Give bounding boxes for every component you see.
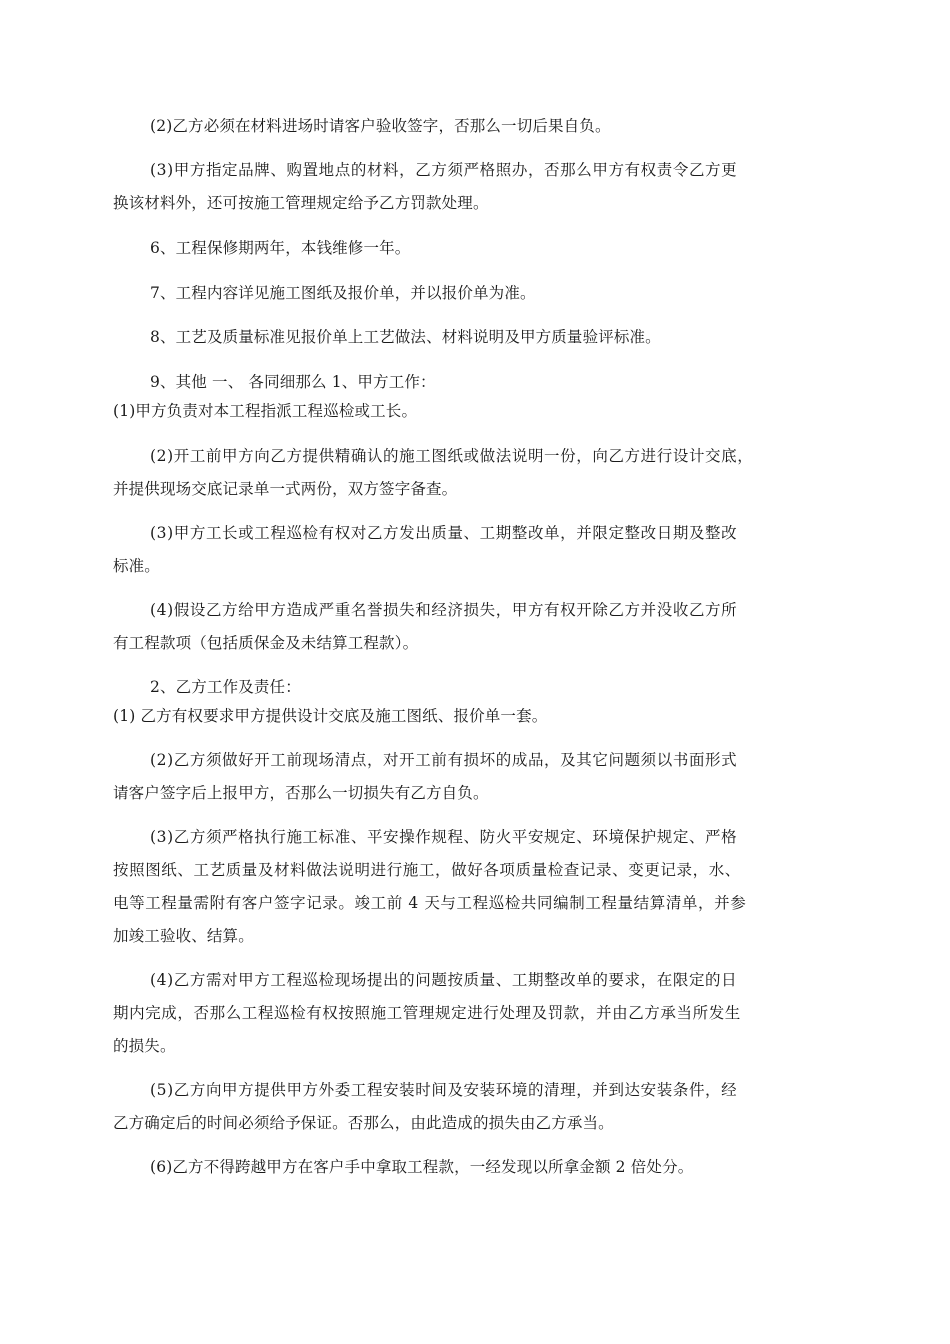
text-line: (4)假设乙方给甲方造成严重名誉损失和经济损失，甲方有权开除乙方并没收乙方所: [150, 601, 738, 619]
text-line: 2、乙方工作及责任：: [150, 678, 301, 696]
text-line: (5)乙方向甲方提供甲方外委工程安装时间及安装环境的清理，并到达安装条件，经: [150, 1081, 738, 1099]
text-line: 换该材料外，还可按施工管理规定给予乙方罚款处理。: [113, 194, 489, 212]
text-line: (3)乙方须严格执行施工标准、平安操作规程、防火平安规定、环境保护规定、严格: [150, 828, 738, 846]
text-line: 电等工程量需附有客户签字记录。竣工前 4 天与工程巡检共同编制工程量结算清单，并参: [113, 894, 747, 912]
text-line: 7、工程内容详见施工图纸及报价单，并以报价单为准。: [150, 284, 536, 302]
text-line: 请客户签字后上报甲方，否那么一切损失有乙方自负。: [113, 784, 489, 802]
text-line: (4)乙方需对甲方工程巡检现场提出的问题按质量、工期整改单的要求，在限定的日: [150, 971, 738, 989]
text-line: 的损失。: [113, 1037, 176, 1055]
text-line: (2)开工前甲方向乙方提供精确认的施工图纸或做法说明一份，向乙方进行设计交底，: [150, 447, 754, 465]
text-line: 标准。: [113, 557, 160, 575]
text-line: (6)乙方不得跨越甲方在客户手中拿取工程款，一经发现以所拿金额 2 倍处分。: [150, 1158, 694, 1176]
text-line: 乙方确定后的时间必须给予保证。否那么，由此造成的损失由乙方承当。: [113, 1114, 614, 1132]
text-line: 8、工艺及质量标准见报价单上工艺做法、材料说明及甲方质量验评标准。: [150, 328, 661, 346]
text-line: 按照图纸、工艺质量及材料做法说明进行施工，做好各项质量检查记录、变更记录，水、: [113, 861, 741, 879]
text-line: 有工程款项（包括质保金及未结算工程款）。: [113, 634, 419, 652]
text-line: (3)甲方工长或工程巡检有权对乙方发出质量、工期整改单，并限定整改日期及整改: [150, 524, 738, 542]
text-line: 期内完成，否那么工程巡检有权按照施工管理规定进行处理及罚款，并由乙方承当所发生: [113, 1004, 741, 1022]
text-line: (3)甲方指定品牌、购置地点的材料，乙方须严格照办，否那么甲方有权责令乙方更: [150, 161, 738, 179]
text-line: (1)甲方负责对本工程指派工程巡检或工长。: [113, 402, 418, 420]
text-line: 9、其他 一、 各同细那么 1、甲方工作：: [150, 373, 436, 391]
text-line: (2)乙方须做好开工前现场清点，对开工前有损坏的成品，及其它问题须以书面形式: [150, 751, 738, 769]
text-line: 并提供现场交底记录单一式两份，双方签字备查。: [113, 480, 458, 498]
text-line: 加竣工验收、结算。: [113, 927, 254, 945]
text-line: (1) 乙方有权要求甲方提供设计交底及施工图纸、报价单一套。: [113, 707, 548, 725]
text-line: 6、工程保修期两年，本钱维修一年。: [150, 239, 411, 257]
text-line: (2)乙方必须在材料进场时请客户验收签字，否那么一切后果自负。: [150, 117, 611, 135]
